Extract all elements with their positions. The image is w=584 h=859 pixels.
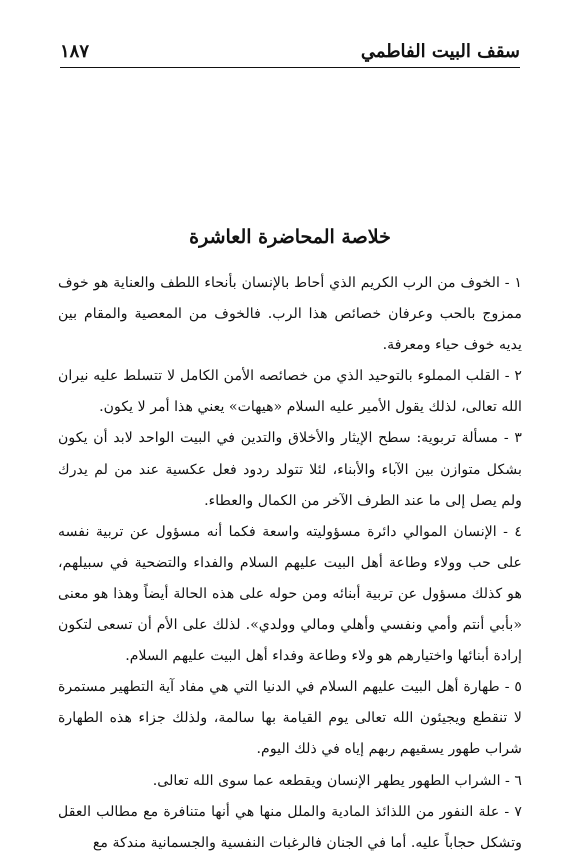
summary-item: ٢ - القلب المملوء بالتوحيد الذي من خصائصه الأمن الكامل لا تتسلط عليه نيران الله تعالى، لذلك يقول الأمير عليه السلام «هيهات» يعني هذا أمر لا يكون. bbox=[58, 368, 522, 416]
summary-item: ٧ - علة النفور من اللذائذ المادية والملل منها هي أنها متنافرة مع مطالب العقل وتشكل حجاباً عليه. أما في الجنان فالرغبات النفسية والجسمانية مندكة مع bbox=[58, 803, 522, 851]
summary-item: ٦ - الشراب الطهور يطهر الإنسان ويقطعه عما سوى الله تعالى. bbox=[152, 772, 522, 789]
summary-list bbox=[58, 268, 522, 859]
summary-item: ٤ - الإنسان الموالي دائرة مسؤوليته واسعة فكما أنه مسؤول عن تربية نفسه على حب وولاء وطاعة أهل البيت عليهم السلام والفداء والتضحية في سبيلهم، هو كذلك مسؤول عن تربية أبنائه ومن حوله على هذه الحالة أيضاً وهذا هو معنى «بأبي أنتم وأمي ونفسي وأهلي ومالي وولدي». لذلك على الأم أن تسعى لتكون إرادة أبنائها واختيارهم هو ولاء وطاعة وفداء أهل البيت عليهم السلام. bbox=[58, 523, 522, 665]
summary-item: ٣ - مسألة تربوية: سطح الإيثار والأخلاق والتدين في البيت الواحد لابد أن يكون بشكل متوازن بين الآباء والأبناء، لئلا تتولد ردود فعل عكسية عند من لم يدرك ولم يصل إلى ما عند الطرف الآخر من الكمال والعطاء. bbox=[58, 430, 522, 509]
page-number: ١٨٧ bbox=[60, 41, 90, 62]
summary-item: ١ - الخوف من الرب الكريم الذي أحاط بالإنسان بأنحاء اللطف والعناية هو خوف ممزوج بالحب وعرفان خصائص هذا الرب. فالخوف من المعصية والمقام بين يديه خوف حياء ومعرفة. bbox=[58, 275, 522, 354]
page-header bbox=[60, 32, 520, 62]
header-rule bbox=[60, 67, 520, 68]
summary-item: ٥ - طهارة أهل البيت عليهم السلام في الدنيا التي هي مفاد آية التطهير مستمرة لا تنقطع ويجيئون الله تعالى يوم القيامة بها سالمة، ولذلك جزاء هذه الطهارة شراب طهور يسقيهم ربهم إياه في ذلك اليوم. bbox=[58, 679, 522, 758]
section-title: خلاصة المحاضرة العاشرة bbox=[189, 226, 391, 248]
running-title: سقف البيت الفاطمي bbox=[360, 41, 520, 62]
